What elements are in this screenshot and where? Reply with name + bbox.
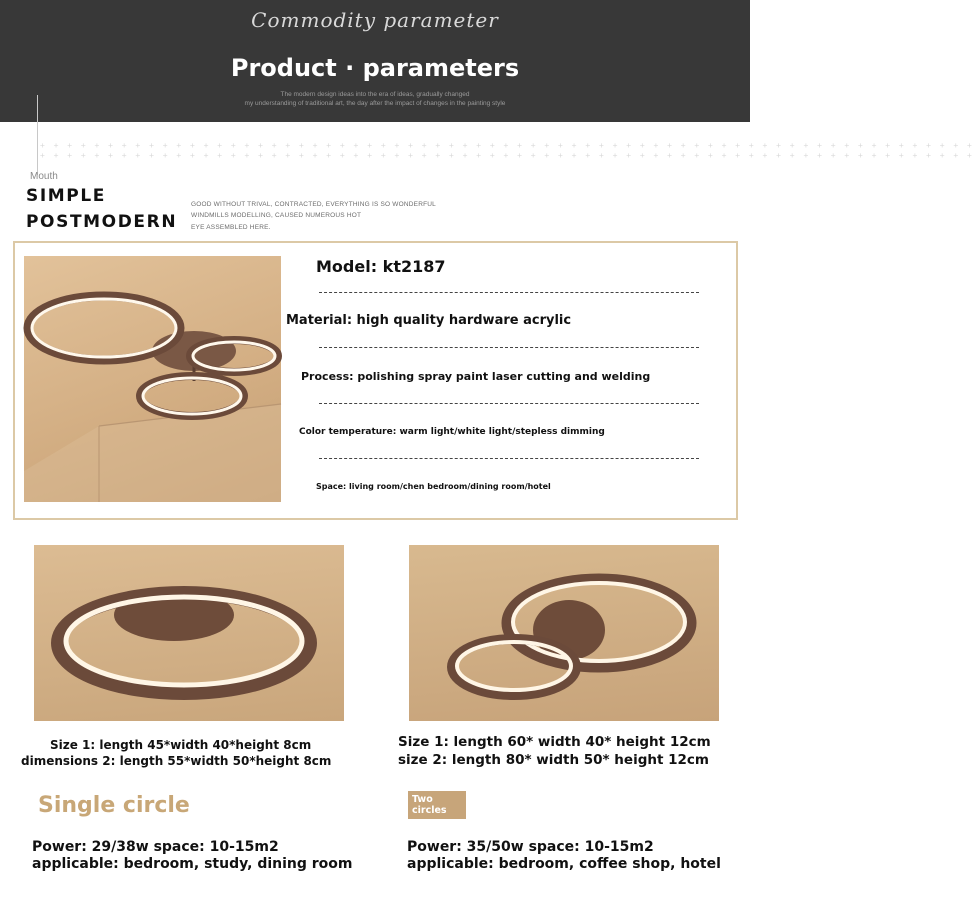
two-size-line2: size 2: length 80* width 50* height 12cm [398, 752, 709, 768]
dashed-divider [319, 347, 699, 348]
two-power-line1: Power: 35/50w space: 10-15m2 [407, 839, 654, 855]
intro-description-line2: WINDMILLS MODELLING, CAUSED NUMEROUS HOT [191, 212, 362, 219]
page-title: Product · parameters [230, 54, 520, 82]
mouth-label: Mouth [30, 171, 58, 182]
two-circle-lamp-photo [409, 545, 719, 721]
single-power-line2: applicable: bedroom, study, dining room [32, 856, 353, 872]
header-subtitle-line2: my understanding of traditional art, the day after the impact of changes in the painting style [244, 100, 506, 107]
intro-description-line1: GOOD WITHOUT TRIVAL, CONTRACTED, EVERYTHING IS SO WONDERFUL [191, 201, 436, 208]
single-size-line1: Size 1: length 45*width 40*height 8cm [50, 738, 312, 752]
spec-process: Process: polishing spray paint laser cutting and welding [301, 370, 651, 383]
decorative-plus-row: + + + + + + + + + + + + + + + + + + + + + + + + + + + + + + + + + + + + + + + + + + + + + + + + + + + + + + + + + + + + + + + + + + + + + [40, 141, 974, 150]
header-subtitle-line1: The modern design ideas into the era of ideas, gradually changed [280, 91, 470, 98]
two-circles-badge-line1: Two [412, 794, 433, 805]
spec-material: Material: high quality hardware acrylic [286, 313, 572, 328]
two-circles-badge-line2: circles [412, 805, 447, 816]
script-title: Commodity parameter [251, 8, 499, 32]
intro-description-line3: EYE ASSEMBLED HERE. [191, 224, 271, 231]
postmodern-heading: POSTMODERN [26, 212, 178, 232]
single-circle-lamp-photo [34, 545, 344, 721]
spec-space: Space: living room/chen bedroom/dining room/hotel [316, 482, 551, 491]
spec-model: Model: kt2187 [316, 257, 446, 276]
decorative-plus-row: + + + + + + + + + + + + + + + + + + + + + + + + + + + + + + + + + + + + + + + + + + + + + + + + + + + + + + + + + + + + + + + + + + + + + [40, 151, 974, 160]
three-ring-lamp-photo [24, 256, 281, 502]
single-circle-title: Single circle [38, 793, 190, 818]
two-power-line2: applicable: bedroom, coffee shop, hotel [407, 856, 721, 872]
spec-color-temperature: Color temperature: warm light/white light/stepless dimming [299, 427, 605, 437]
dashed-divider [319, 458, 699, 459]
header-banner [0, 0, 750, 122]
single-size-line2: dimensions 2: length 55*width 50*height 8cm [21, 754, 332, 768]
single-power-line1: Power: 29/38w space: 10-15m2 [32, 839, 279, 855]
simple-heading: SIMPLE [26, 186, 106, 206]
dashed-divider [319, 403, 699, 404]
two-size-line1: Size 1: length 60* width 40* height 12cm [398, 734, 711, 750]
two-circles-badge [408, 791, 466, 819]
dashed-divider [319, 292, 699, 293]
decorative-vertical-line [37, 95, 38, 175]
